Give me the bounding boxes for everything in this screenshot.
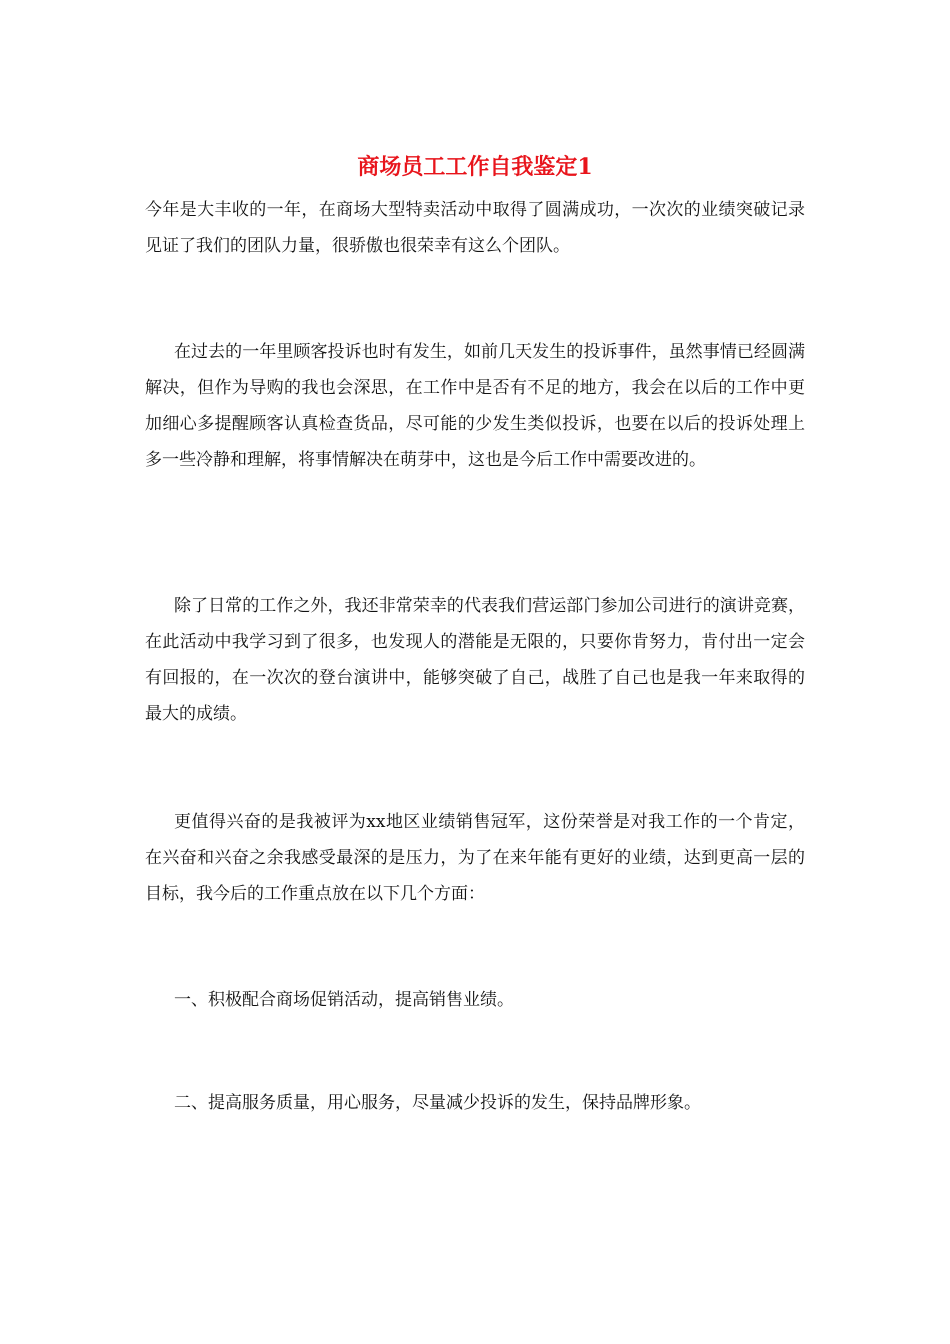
list-item-1: 一、积极配合商场促销活动，提高销售业绩。 bbox=[174, 990, 514, 1010]
paragraph-4: 更值得兴奋的是我被评为xx地区业绩销售冠军，这份荣誉是对我工作的一个肯定，在兴奋和兴奋之余我感受最深的是压力，为了在来年能有更好的业绩，达到更高一层的目标，我今后的工作重点放在以下几个方面： bbox=[145, 812, 805, 904]
paragraph-1: 今年是大丰收的一年，在商场大型特卖活动中取得了圆满成功，一次次的业绩突破记录见证了我们的团队力量，很骄傲也很荣幸有这么个团队。 bbox=[145, 200, 805, 256]
list-item-2: 二、提高服务质量，用心服务，尽量减少投诉的发生，保持品牌形象。 bbox=[174, 1093, 701, 1113]
paragraph-3: 除了日常的工作之外，我还非常荣幸的代表我们营运部门参加公司进行的演讲竞赛，在此活动中我学习到了很多，也发现人的潜能是无限的，只要你肯努力，肯付出一定会有回报的，在一次次的登台演讲中，能够突破了自己，战胜了自己也是我一年来取得的最大的成绩。 bbox=[145, 596, 805, 724]
paragraph-2: 在过去的一年里顾客投诉也时有发生，如前几天发生的投诉事件，虽然事情已经圆满解决，但作为导购的我也会深思，在工作中是否有不足的地方，我会在以后的工作中更加细心多提醒顾客认真检查货品，尽可能的少发生类似投诉，也要在以后的投诉处理上多一些冷静和理解，将事情解决在萌芽中，这也是今后工作中需要改进的。 bbox=[145, 342, 805, 470]
document-title: 商场员工工作自我鉴定1 bbox=[357, 154, 593, 180]
